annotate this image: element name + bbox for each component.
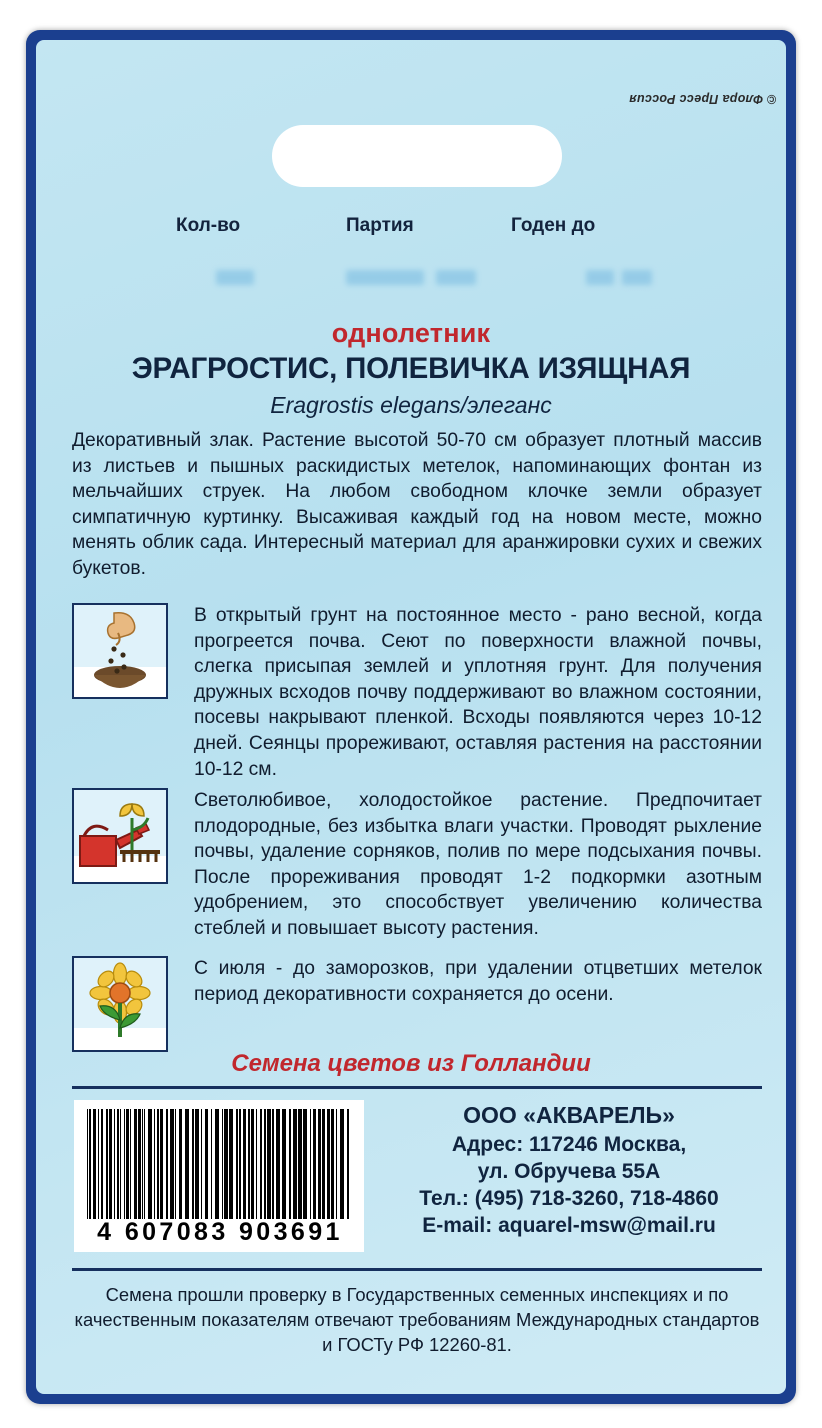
seed-packet xyxy=(26,30,796,1404)
company-address-line1: Адрес: 117246 Москва, xyxy=(451,1133,687,1156)
bloom-text: С июля - до заморозков, при удалении отцветших метелок период декоративности сохраняется до осени. xyxy=(194,958,762,1005)
section-care xyxy=(72,788,762,942)
hang-hole xyxy=(272,125,562,187)
company-email: E-mail: aquarel-msw@mail.ru xyxy=(422,1214,716,1237)
barcode-digits: 4 607083 903691 xyxy=(97,1218,343,1246)
copyright-text: © Флора Пресс Россия xyxy=(628,92,776,106)
annual-label: однолетник xyxy=(331,318,491,348)
watering-can-rake-icon xyxy=(72,788,168,884)
description-text: Декоративный злак. Растение высотой 50-70 см образует плотный массив из листьев и пышных раскидистых метелок, напоминающих фонтан из мельчайших струек. На любом свободном клочке земли образует симпатичную куртинку. Высаживая каждый год на новом месте, можно менять облик сада. Интересный материал для аранжировки сухих и свежих букетов. xyxy=(72,430,762,579)
meta-header-batch: Партия xyxy=(346,215,414,236)
section-sowing xyxy=(72,603,762,782)
flower-bloom-icon xyxy=(72,956,168,1052)
sowing-hand-icon xyxy=(72,603,168,699)
meta-header-expiry: Годен до xyxy=(511,215,596,236)
section-bloom xyxy=(72,956,762,1007)
packet-meta-headers xyxy=(176,215,646,237)
holland-origin-label: Семена цветов из Голландии xyxy=(231,1050,591,1077)
care-text: Светолюбивое, холодостойкое растение. Предпочитает плодородные, без избытка влаги участки. Проводят рыхление почвы, удаление сорняков, полив по мере подсыхания почвы. После прореживания проводят 1-2 подкормки азотным удобрением, это способствует увеличению количества стеблей и повышает высоту растения. xyxy=(194,790,762,939)
packet-front-face xyxy=(36,40,786,1394)
latin-name: Eragrostis elegans/элеганс xyxy=(270,392,552,418)
company-block xyxy=(376,1102,762,1239)
barcode xyxy=(74,1100,364,1252)
divider-bottom xyxy=(72,1268,762,1271)
certification-note: Семена прошли проверку в Государственных семенных инспекциях и по качественным показателям отвечают требованиям Международных стандартов и ГОСТу РФ 12260-81. xyxy=(74,1284,760,1355)
barcode-bars xyxy=(87,1109,353,1219)
meta-header-quantity: Кол-во xyxy=(176,215,241,236)
sowing-text: В открытый грунт на постоянное место - рано весной, когда прогреется почва. Сеют по поверхности влажной почвы, слегка присыпая землей и уплотняя грунт. Для получения дружных всходов почву поддерживают во влажном состоянии, посевы накрывают пленкой. Всходы появляются через 10-12 дней. Сеянцы прореживают, оставляя растения на расстоянии 10-12 см. xyxy=(194,605,762,780)
divider-top xyxy=(72,1086,762,1089)
page-title: ЭРАГРОСТИС, ПОЛЕВИЧКА ИЗЯЩНАЯ xyxy=(131,352,691,385)
company-address-line2: ул. Обручева 55А xyxy=(477,1160,661,1183)
company-name: ООО «АКВАРЕЛЬ» xyxy=(463,1102,675,1128)
meta-values-blurred xyxy=(186,268,656,290)
company-phone: Тел.: (495) 718-3260, 718-4860 xyxy=(419,1187,719,1210)
